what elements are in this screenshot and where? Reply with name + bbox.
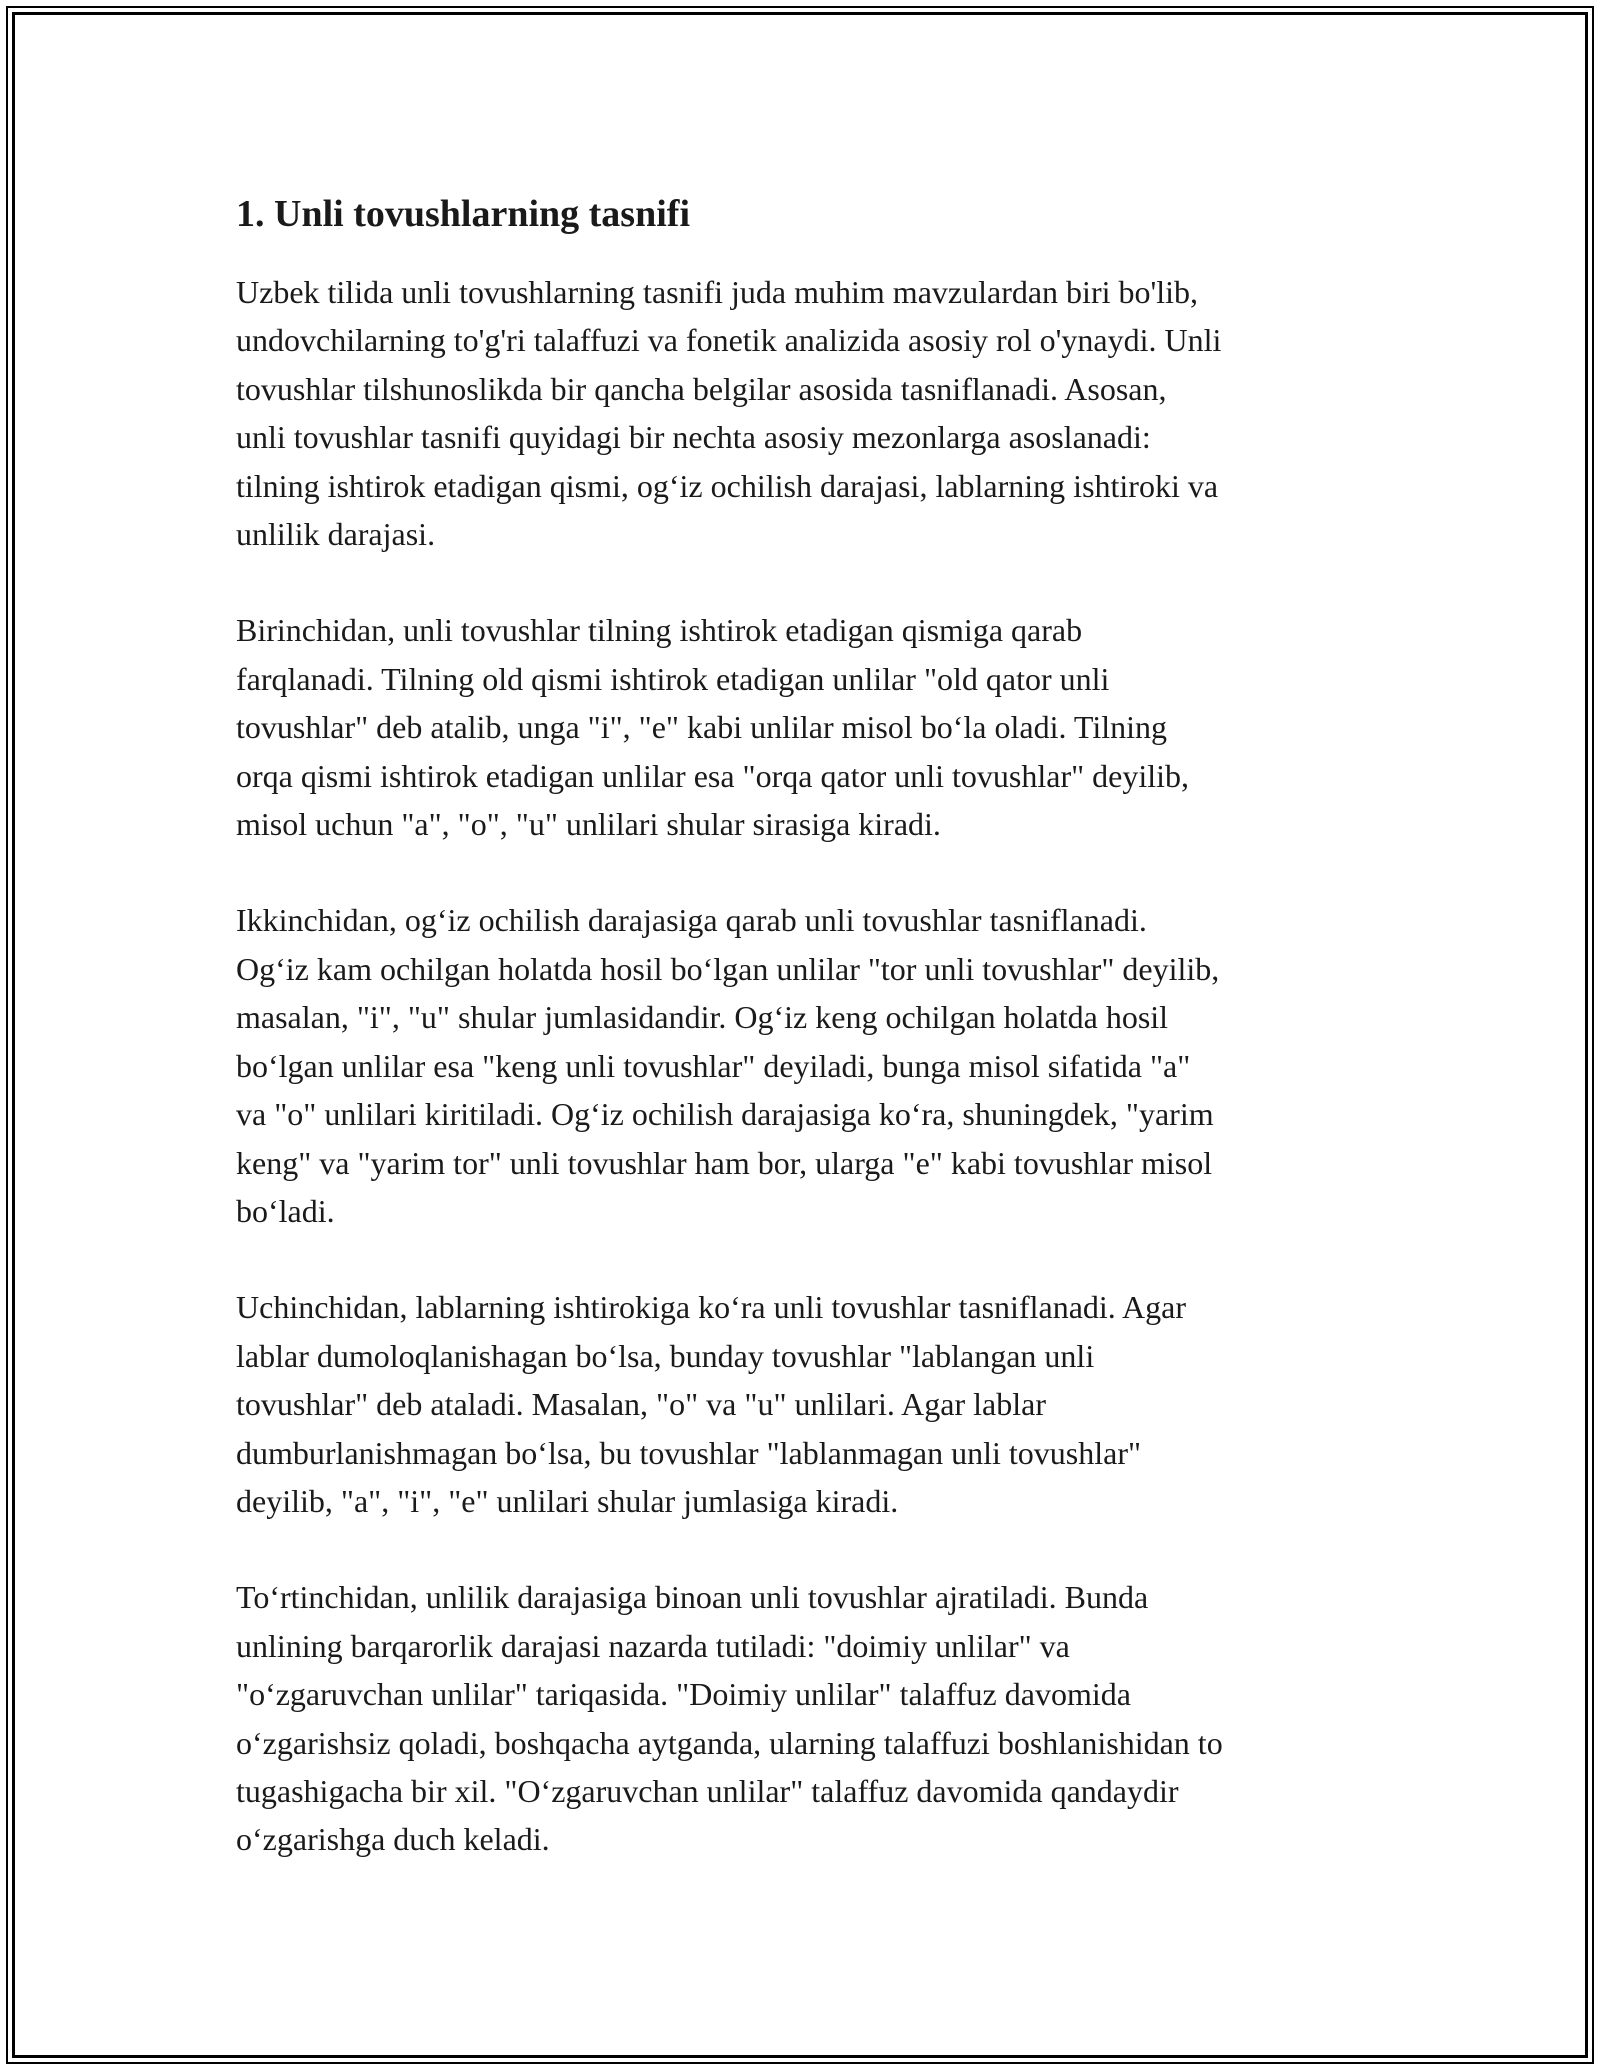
paragraph-line: misol uchun "a", "o", "u" unlilari shular sirasiga kiradi.: [236, 806, 941, 843]
paragraph-3: [236, 896, 1386, 1235]
paragraph-list: [236, 268, 1386, 1864]
paragraph-4: [236, 1283, 1386, 1525]
paragraph-line: Ikkinchidan, og‘iz ochilish darajasiga qarab unli tovushlar tasniflanadi.: [236, 902, 1147, 939]
paragraph-line: tovushlar tilshunoslikda bir qancha belgilar asosida tasniflanadi. Asosan,: [236, 370, 1167, 407]
paragraph-line: unlining barqarorlik darajasi nazarda tutiladi: "doimiy unlilar" va: [236, 1627, 1070, 1664]
paragraph-line: o‘zgarishga duch keladi.: [236, 1821, 550, 1858]
paragraph-line: unli tovushlar tasnifi quyidagi bir nechta asosiy mezonlarga asoslanadi:: [236, 419, 1151, 456]
paragraph-line: Uzbek tilida unli tovushlarning tasnifi juda muhim mavzulardan biri bo'lib,: [236, 274, 1199, 310]
paragraph-line: deyilib, "a", "i", "e" unlilari shular jumlasiga kiradi.: [236, 1482, 899, 1519]
paragraph-line: tugashigacha bir xil. "O‘zgaruvchan unlilar" talaffuz davomida qandaydir: [236, 1772, 1179, 1809]
paragraph-line: tilning ishtirok etadigan qismi, og‘iz ochilish darajasi, lablarning ishtiroki va: [236, 467, 1219, 504]
paragraph-line: keng" va "yarim tor" unli tovushlar ham bor, ularga "e" kabi tovushlar misol: [236, 1144, 1213, 1181]
paragraph-line: Uchinchidan, lablarning ishtirokiga ko‘ra unli tovushlar tasniflanadi. Agar: [236, 1289, 1186, 1326]
paragraph-line: Birinchidan, unli tovushlar tilning ishtirok etadigan qismiga qarab: [236, 612, 1083, 649]
paragraph-line: masalan, "i", "u" shular jumlasidandir. Og‘iz keng ochilgan holatda hosil: [236, 999, 1169, 1036]
paragraph-line: dumburlanishmagan bo‘lsa, bu tovushlar "lablanmagan unli tovushlar": [236, 1434, 1142, 1471]
paragraph-line: tovushlar" deb ataladi. Masalan, "o" va "u" unlilari. Agar lablar: [236, 1386, 1046, 1423]
paragraph-line: To‘rtinchidan, unlilik darajasiga binoan unli tovushlar ajratiladi. Bunda: [236, 1579, 1149, 1616]
paragraph-1: [236, 268, 1386, 558]
paragraph-line: undovchilarning to'g'ri talaffuzi va fonetik analizida asosiy rol o'ynaydi. Unli: [236, 322, 1222, 359]
paragraph-line: "o‘zgaruvchan unlilar" tariqasida. "Doimiy unlilar" talaffuz davomida: [236, 1676, 1131, 1713]
paragraph-line: bo‘lgan unlilar esa "keng unli tovushlar" deyiladi, bunga misol sifatida "a": [236, 1047, 1191, 1084]
paragraph-line: bo‘ladi.: [236, 1192, 335, 1229]
paragraph-line: lablar dumoloqlanishagan bo‘lsa, bunday tovushlar "lablangan unli: [236, 1337, 1095, 1374]
paragraph-line: farqlanadi. Tilning old qismi ishtirok etadigan unlilar "old qator unli: [236, 660, 1110, 697]
paragraph-line: unlilik darajasi.: [236, 516, 436, 553]
paragraph-2: [236, 606, 1386, 848]
paragraph-line: o‘zgarishsiz qoladi, boshqacha aytganda, ularning talaffuzi boshlanishidan to: [236, 1724, 1223, 1761]
paragraph-line: Og‘iz kam ochilgan holatda hosil bo‘lgan unlilar "tor unli tovushlar" deyilib,: [236, 950, 1220, 987]
paragraph-line: orqa qismi ishtirok etadigan unlilar esa "orqa qator unli tovushlar" deyilib,: [236, 757, 1190, 794]
document-body: [236, 186, 1386, 1912]
paragraph-5: [236, 1573, 1386, 1863]
paragraph-line: tovushlar" deb atalib, unga "i", "e" kabi unlilar misol bo‘la oladi. Tilning: [236, 709, 1167, 746]
paragraph-line: va "o" unlilari kiritiladi. Og‘iz ochilish darajasiga ko‘ra, shuningdek, "yarim: [236, 1096, 1214, 1133]
document-title: 1. Unli tovushlarning tasnifi: [236, 193, 690, 235]
